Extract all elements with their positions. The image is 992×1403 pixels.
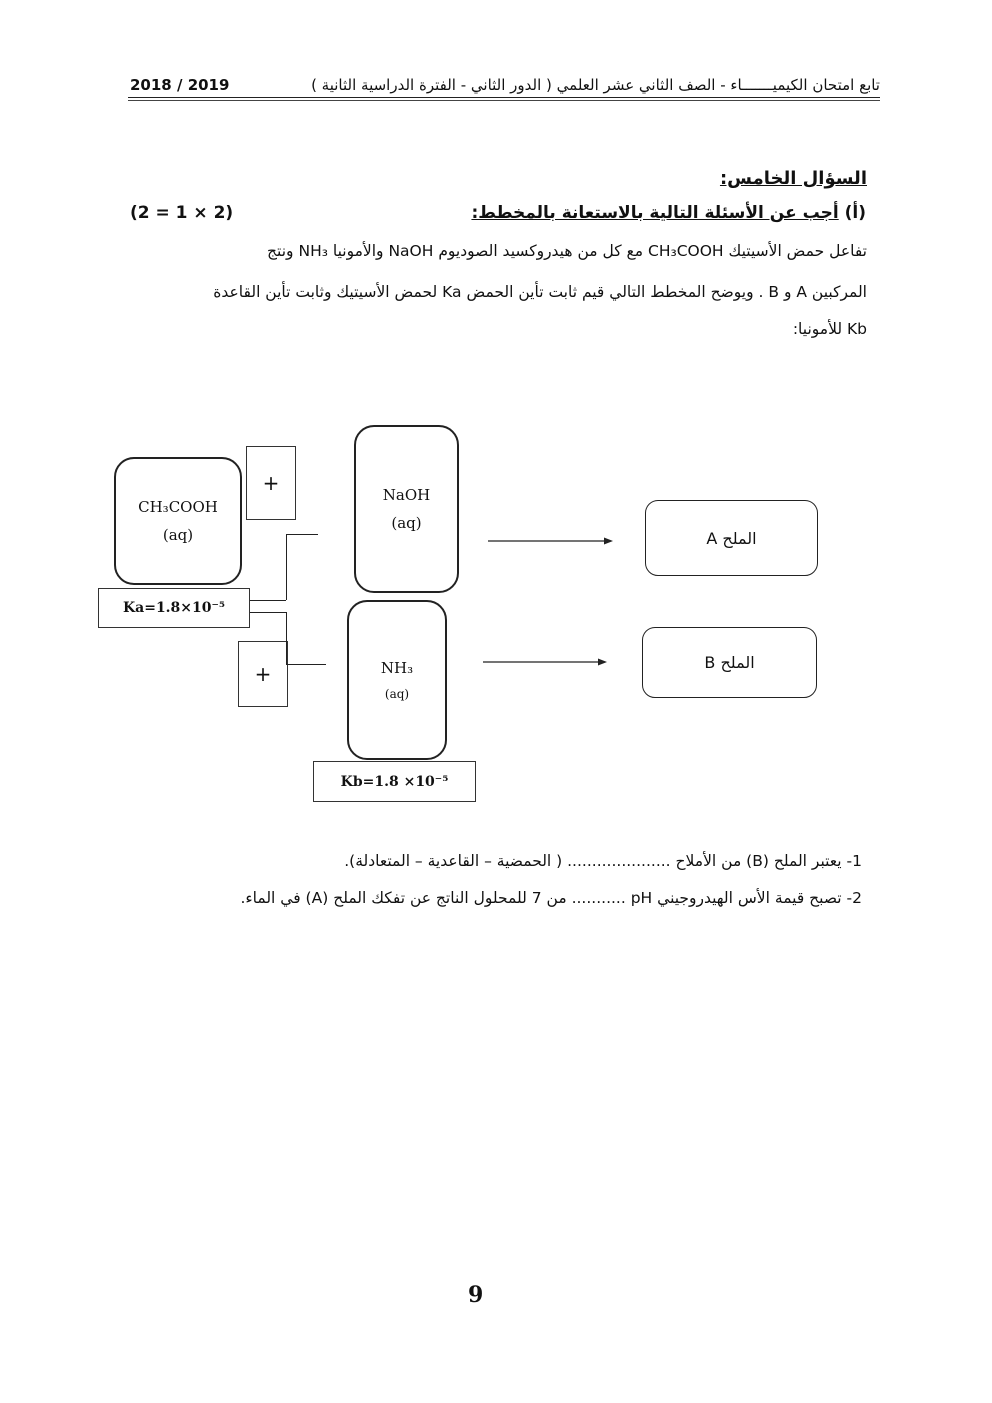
acid-state: (aq)	[162, 526, 194, 544]
salt-a-box: الملح A	[645, 500, 818, 576]
nh3-formula: NH₃	[380, 659, 414, 678]
acid-formula: CH₃COOH	[138, 497, 218, 516]
plus-sign-top: +	[246, 446, 296, 520]
question-item-2: 2- تصبح قيمة الأس الهيدروجيني pH ........... من 7 للمحلول الناتج عن تفكك الملح (A) في الماء.	[240, 889, 862, 907]
page-number: 9	[468, 1282, 484, 1308]
paragraph-line-3: Kb للأمونيا:	[792, 320, 867, 338]
header-year: 2019 / 2018	[130, 76, 230, 94]
naoh-formula: NaOH	[382, 485, 431, 504]
ka-box: Ka=1.8×10⁻⁵	[98, 588, 250, 628]
nh3-state: (aq)	[384, 686, 410, 701]
naoh-state: (aq)	[391, 514, 422, 532]
part-a-prefix: (أ)	[838, 203, 866, 223]
question-item-1: 1- يعتبر الملح (B) من الأملاح ..................... ( الحمضية – القاعدية – المتعادلة).	[344, 852, 862, 870]
plus-sign-bottom: +	[238, 641, 288, 707]
paragraph-line-1: تفاعل حمض الأسيتيك CH₃COOH مع كل من هيدروكسيد الصوديوم NaOH والأمونيا NH₃ ونتج	[267, 242, 867, 260]
kb-box: Kb=1.8 ×10⁻⁵	[313, 761, 476, 802]
marks: (2 = 1 × 2)	[130, 203, 234, 223]
salt-b-box: الملح B	[642, 627, 817, 698]
part-a-label: أجب عن الأسئلة التالية بالاستعانة بالمخطط:	[471, 203, 839, 223]
header-title: تابع امتحان الكيميـــــــاء - الصف الثاني عشر العلمي ( الدور الثاني - الفترة الدراسية الثانية )	[311, 76, 880, 94]
arrow-head-a	[604, 538, 613, 545]
question-title: السؤال الخامس:	[719, 168, 867, 189]
arrow-head-b	[598, 659, 607, 666]
paragraph-line-2: المركبين A و B . ويوضح المخطط التالي قيم ثابت تأين الحمض Ka لحمض الأسيتيك وثابت تأين القاعدة	[213, 283, 867, 301]
